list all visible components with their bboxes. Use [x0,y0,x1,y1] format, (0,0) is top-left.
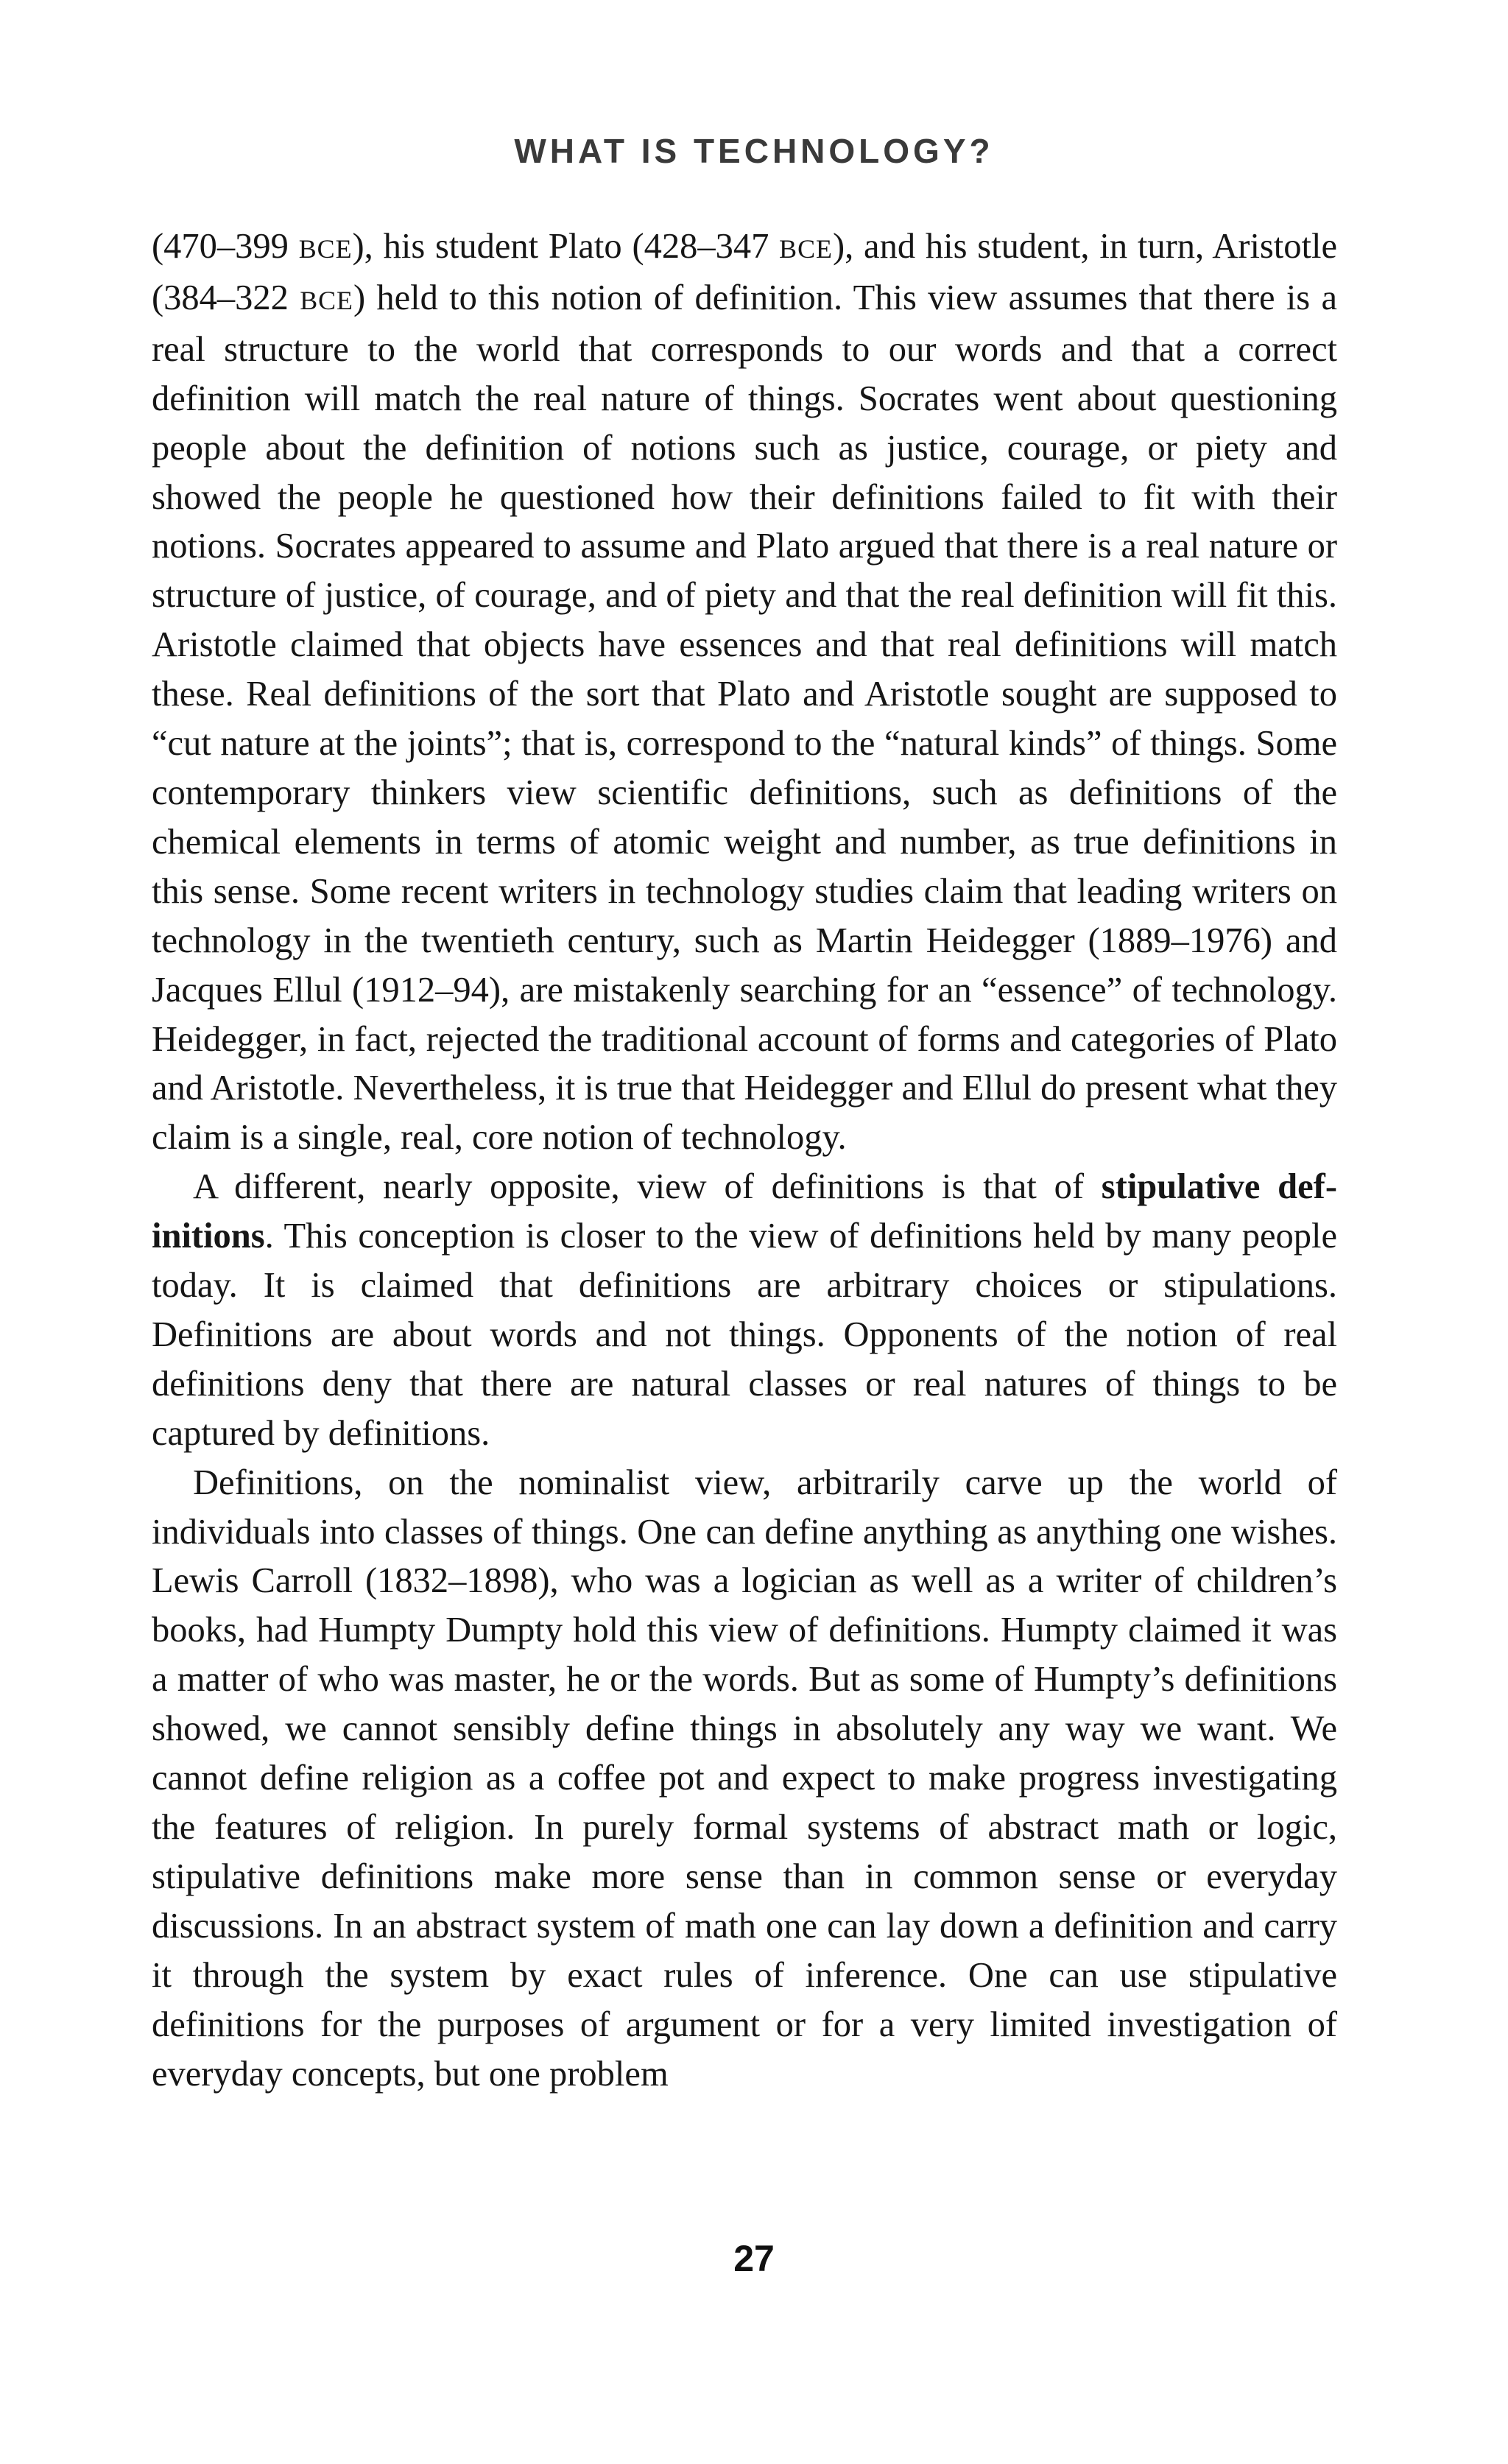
paragraph-1-text-a: (470–399 [152,227,299,266]
paragraph-2-text-a: A different, nearly opposite, view of definitions is that of [193,1167,1102,1207]
key-term-stipulative-definitions: stipulative definitions [152,1167,1337,1256]
paragraph-1-text-d: ) held to this notion of definition. This view assumes that there is a real structure to the world that corresponds to our words and that a correct definition will match the real nature of things. Socrates went about questioning people about the definition of notions such as justice, courage, or piety and showed the people he questioned how their definitions failed to fit with their notions. Socrates appeared to assume and Plato argued that there is a real nature or structure of justice, of courage, and of piety and that the real definition will fit this. Aristotle claimed that objects have essences and that real definitions will match these. Real definitions of the sort that Plato and Aristotle sought are supposed to “cut nature at the joints”; that is, correspond to the “natural kinds” of things. Some contemporary thinkers view scientific definitions, such as definitions of the chemical elements in terms of atomic weight and number, as true definitions in this sense. Some recent writers in technology studies claim that leading writers on technology in the twentieth century, such as Martin Heidegger (1889–1976) and Jacques Ellul (1912–94), are mistakenly searching for an “essence” of technology. Heidegger, in fact, rejected the traditional account of forms and categories of Plato and Aristotle. Nevertheless, it is true that Heidegger and Ellul do present what they claim is a single, real, core notion of technology. [152,278,1337,1158]
paragraph-2 [152,1163,1337,1458]
body-text [152,222,1337,2099]
era-abbrev-3: BCE [300,285,353,315]
page-number: 27 [733,2238,775,2279]
paragraph-1-text-c: ), and his student, in turn, Aristotle (384–322 [152,227,1338,317]
paragraph-1-text-b: ), his student Plato (428–347 [352,227,780,266]
paragraph-2-text-b: . This conception is closer to the view of definitions held by many people today. It is claimed that definitions are arbitrary choices or stipulations. Definitions are about words and not things. Opponents of the notion of real definitions deny that there are natural classes or real natures of things to be captured by definitions. [152,1217,1337,1453]
paragraph-1 [152,222,1337,1163]
era-abbrev-2: BCE [779,234,833,264]
paragraph-3: Definitions, on the nominalist view, arbitrarily carve up the world of individuals into classes of things. One can define anything as anything one wishes. Lewis Carroll (1832–1898), who was a logician as well as a writer of children’s books, had Humpty Dumpty hold this view of definitions. Humpty claimed it was a matter of who was master, he or the words. But as some of Humpty’s definitions showed, we cannot sensibly define things in absolutely any way we want. We cannot define religion as a coffee pot and expect to make progress investigating the features of religion. In purely formal systems of abstract math or logic, stipulative definitions make more sense than in common sense or everyday discussions. In an abstract system of math one can lay down a definition and carry it through the system by exact rules of inference. One can use stipulative definitions for the purposes of argument or for a very limited investigation of everyday concepts, but one problem [152,1462,1337,2094]
era-abbrev-1: BCE [298,234,353,264]
running-head: WHAT IS TECHNOLOGY? [514,132,994,170]
